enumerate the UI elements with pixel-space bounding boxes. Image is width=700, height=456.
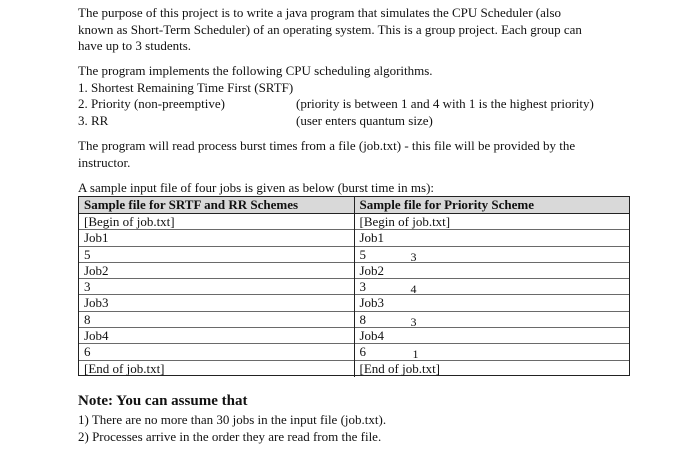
algorithms-section — [78, 63, 638, 129]
intro-line: have up to 3 students. — [78, 38, 192, 53]
cell-text: Job3 — [359, 295, 385, 311]
algorithms-heading: The program implements the following CPU scheduling algorithms. — [78, 63, 433, 78]
table-cell: Job1 — [79, 230, 354, 246]
cell-text: 5 — [359, 246, 366, 262]
table-cell — [355, 328, 630, 344]
table-cell: Job3 — [79, 295, 354, 311]
cell-text: 8 — [359, 311, 366, 327]
table-column-priority — [354, 214, 630, 377]
table-cell — [355, 344, 630, 360]
note-list — [78, 412, 386, 445]
file-paragraph — [78, 138, 638, 171]
table-cell: 3 — [79, 279, 354, 295]
priority-value: 3 — [410, 249, 417, 264]
cell-text: 3 — [359, 279, 366, 295]
cell-text: [Begin of job.txt] — [359, 214, 451, 229]
cell-text: 6 — [359, 344, 366, 360]
table-cell — [355, 230, 630, 246]
table-header-row — [79, 197, 629, 214]
table-cell — [355, 263, 630, 279]
cell-text: Job1 — [359, 230, 385, 246]
table-cell: 6 — [79, 344, 354, 360]
priority-value: 4 — [410, 282, 417, 297]
algorithm-label: 1. Shortest Remaining Time First (SRTF) — [78, 79, 294, 95]
priority-value: 3 — [410, 314, 417, 329]
note-heading: Note: You can assume that — [78, 393, 248, 409]
file-line: The program will read process burst times from a file (job.txt) - this file will be provided by the — [78, 138, 576, 153]
table-cell — [355, 312, 630, 328]
sample-file-table — [78, 196, 630, 376]
table-cell — [355, 247, 630, 263]
table-cell — [355, 279, 630, 295]
table-cell: Job2 — [79, 263, 354, 279]
table-body — [79, 214, 629, 377]
table-header-priority: Sample file for Priority Scheme — [354, 197, 630, 213]
cell-text: Job2 — [359, 262, 385, 278]
note-item: 2) Processes arrive in the order they are read from the file. — [78, 428, 382, 444]
algorithm-label: 2. Priority (non-preemptive) — [78, 96, 225, 111]
table-cell: [End of job.txt] — [84, 360, 165, 376]
table-column-srtf-rr — [79, 214, 354, 377]
algorithm-item — [78, 80, 638, 97]
intro-line: known as Short-Term Scheduler) of an operating system. This is a group project. Each group can — [78, 21, 582, 37]
table-cell — [355, 214, 630, 230]
table-header-srtf-rr: Sample file for SRTF and RR Schemes — [84, 197, 299, 212]
note-item: 1) There are no more than 30 jobs in the input file (job.txt). — [78, 412, 387, 427]
table-cell: Job4 — [79, 328, 354, 344]
table-cell — [355, 361, 630, 377]
intro-line: The purpose of this project is to write a java program that simulates the CPU Scheduler (also — [78, 5, 562, 20]
table-cell — [355, 295, 630, 311]
sample-caption: A sample input file of four jobs is given as below (burst time in ms): — [78, 180, 435, 195]
algorithm-note: (user enters quantum size) — [296, 112, 433, 128]
table-cell: 8 — [79, 312, 354, 328]
file-line: instructor. — [78, 154, 131, 170]
algorithm-item — [78, 96, 638, 113]
algorithm-item — [78, 113, 638, 130]
priority-value: 1 — [412, 347, 419, 362]
cell-text: [End of job.txt] — [359, 360, 441, 376]
table-cell: [Begin of job.txt] — [79, 214, 354, 230]
algorithm-label: 3. RR — [78, 112, 109, 128]
intro-paragraph — [78, 5, 638, 55]
cell-text: Job4 — [359, 328, 385, 344]
table-cell: 5 — [79, 247, 354, 263]
algorithm-note: (priority is between 1 and 4 with 1 is the highest priority) — [296, 96, 594, 111]
